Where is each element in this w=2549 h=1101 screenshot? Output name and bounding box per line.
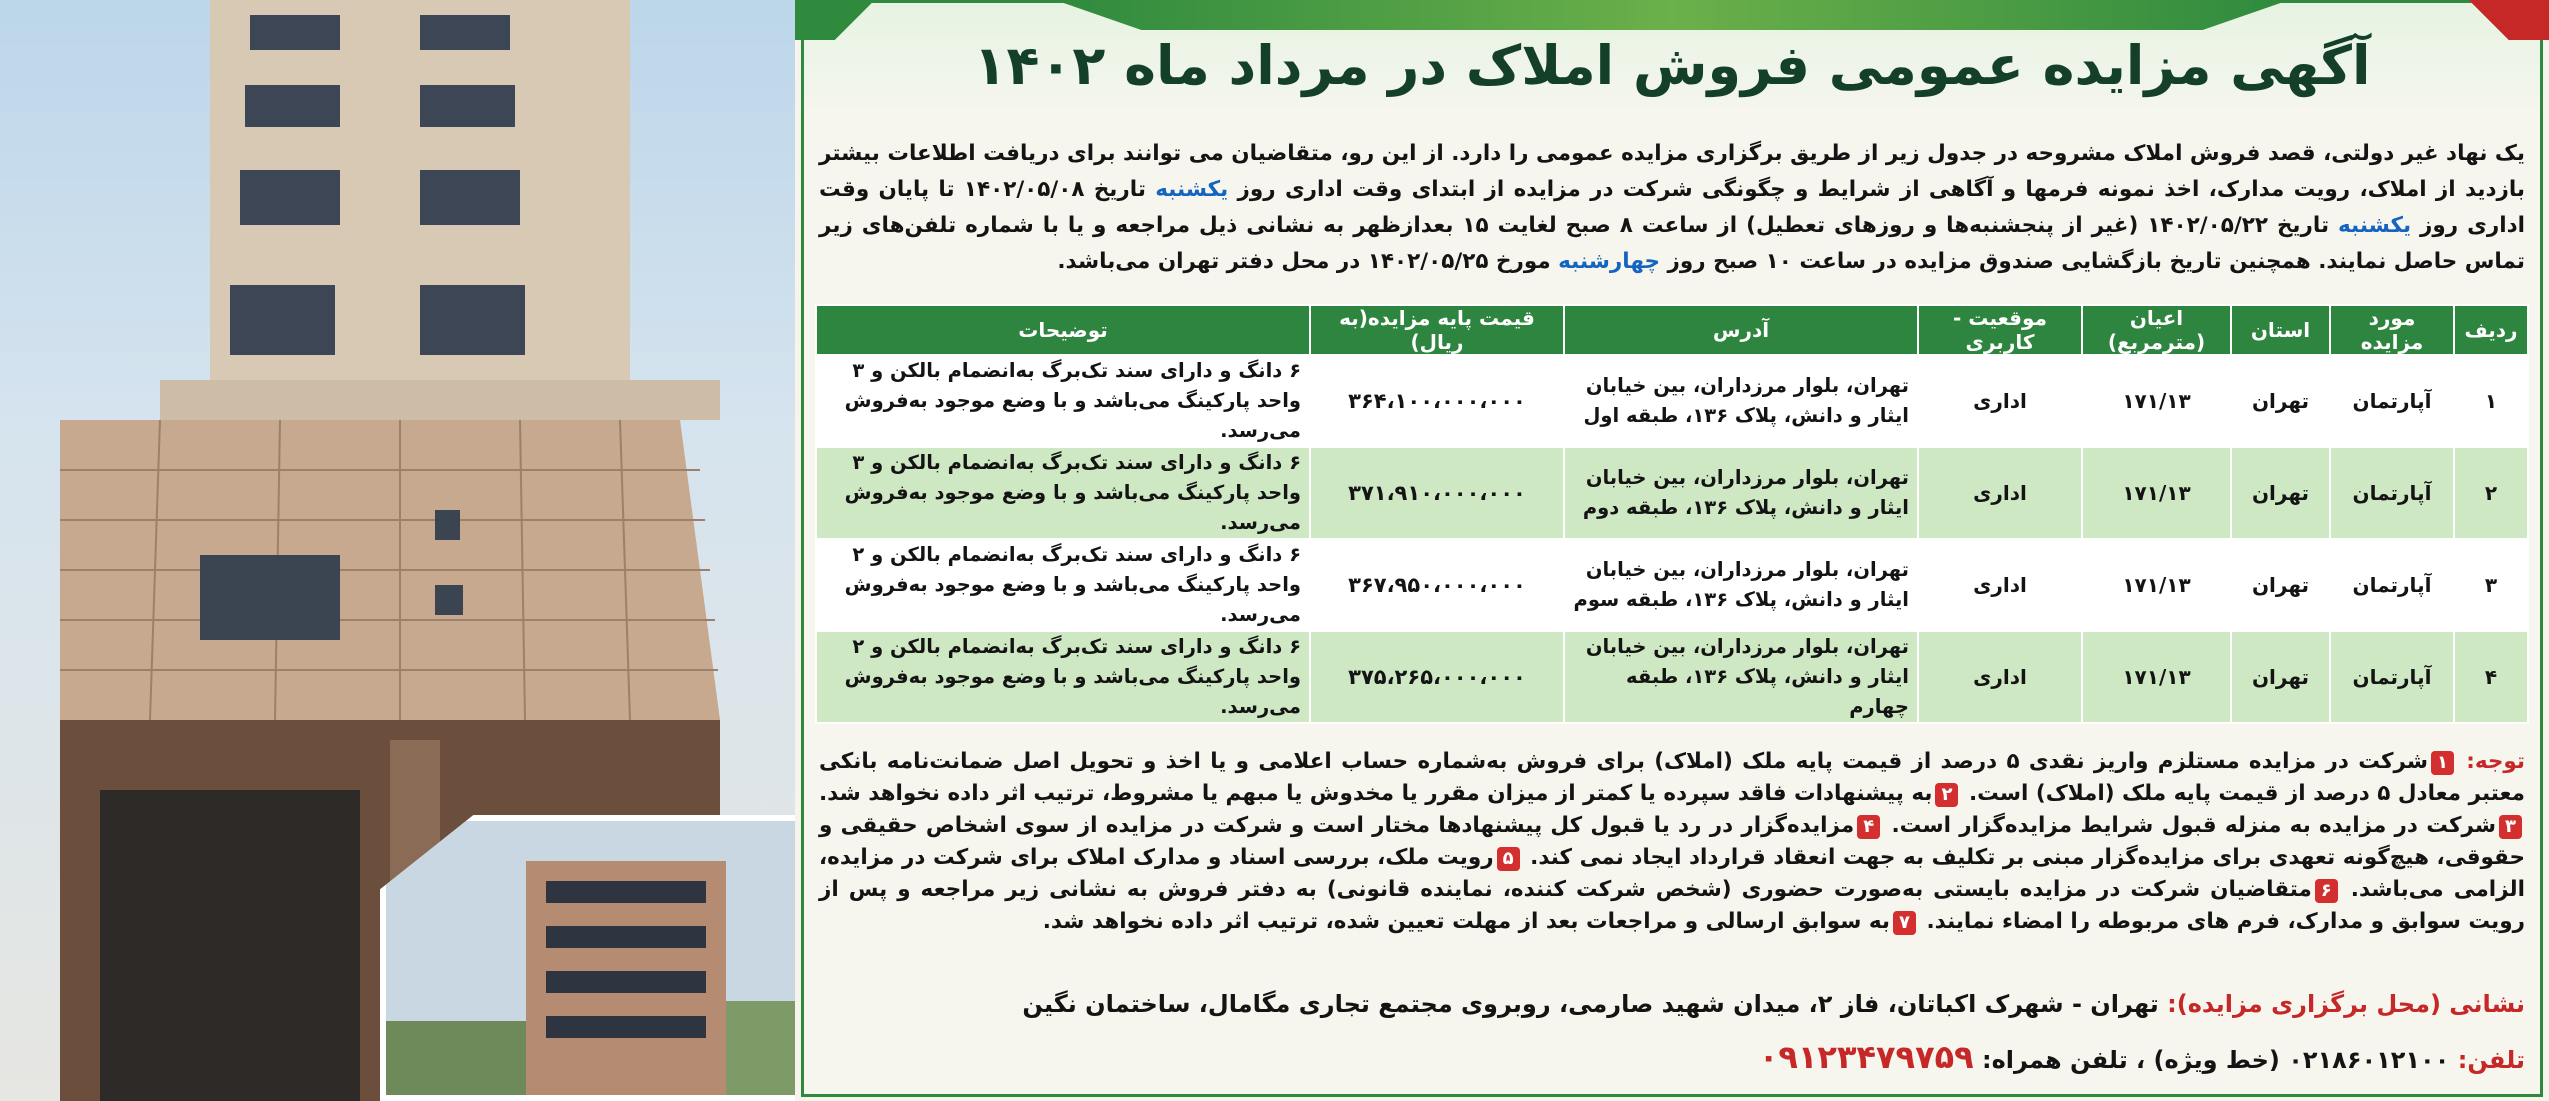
col-item: مورد مزایده	[2330, 305, 2454, 355]
note-text: متقاضیان شرکت در مزایده بایستی به‌صورت حضوری (شخص شرکت کننده، نماینده قانونی) به دفتر فروش به نشانی زیر مراجعه و پس از رویت سوابق و مدارک، فرم های مربوطه را امضاء نمایند.	[819, 877, 2525, 934]
note-text: شرکت در مزایده مستلزم واریز نقدی ۵ درصد از قیمت پایه ملک (املاک) برای فروش به‌شماره حساب اعلامی و یا اخذ و تحویل اصل ضمانت‌نامه بانکی معتبر معادل ۵ درصد از قیمت پایه ملک (املاک) است.	[819, 749, 2525, 806]
cell-price: ۳۶۴،۱۰۰،۰۰۰،۰۰۰	[1310, 355, 1564, 447]
auction-address	[819, 990, 2525, 1018]
cell-row-number: ۴	[2454, 631, 2528, 723]
building-photo	[0, 0, 795, 1101]
cell-address: تهران، بلوار مرزداران، بین خیابان ایثار و دانش، پلاک ۱۳۶، طبقه چهارم	[1564, 631, 1918, 723]
cell-usage: اداری	[1918, 355, 2082, 447]
intro-day-highlight: یکشنبه	[1155, 177, 1229, 202]
building-inset-photo	[380, 815, 795, 1101]
col-usage: موقعیت - کاربری	[1918, 305, 2082, 355]
note-text: به پیشنهادات فاقد سپرده یا کمتر از میزان مقرر یا مخدوش یا مبهم یا مشروط، ترتیب اثر داده نخواهد شد.	[819, 781, 1933, 806]
cell-area: ۱۷۱/۱۳	[2082, 539, 2231, 631]
cell-row-number: ۱	[2454, 355, 2528, 447]
address-label: نشانی (محل برگزاری مزایده):	[2167, 990, 2525, 1018]
ad-title: آگهی مزایده عمومی فروش املاک در مرداد ماه ۱۴۰۲	[973, 34, 2371, 97]
contact-phones	[819, 1038, 2525, 1076]
col-province: استان	[2231, 305, 2330, 355]
cell-address: تهران، بلوار مرزداران، بین خیابان ایثار و دانش، پلاک ۱۳۶، طبقه اول	[1564, 355, 1918, 447]
cell-province: تهران	[2231, 539, 2330, 631]
inset-illustration	[386, 821, 795, 1095]
col-area: اعیان (مترمربع)	[2082, 305, 2231, 355]
table-row	[816, 631, 2528, 723]
col-row-number: ردیف	[2454, 305, 2528, 355]
note-number-badge: ۲	[1935, 783, 1958, 807]
intro-text: تاریخ ۱۴۰۲/۰۵/۰۸ تا پایان وقت اداری روز	[819, 177, 2525, 238]
cell-area: ۱۷۱/۱۳	[2082, 631, 2231, 723]
cell-price: ۳۷۵،۲۶۵،۰۰۰،۰۰۰	[1310, 631, 1564, 723]
conditions-notes	[819, 746, 2525, 938]
intro-text: مورخ ۱۴۰۲/۰۵/۲۵ در محل دفتر تهران می‌باشد.	[1057, 249, 1551, 274]
note-number-badge: ۶	[2315, 879, 2338, 903]
cell-address: تهران، بلوار مرزداران، بین خیابان ایثار و دانش، پلاک ۱۳۶، طبقه سوم	[1564, 539, 1918, 631]
cell-item: آپارتمان	[2330, 447, 2454, 539]
cell-area: ۱۷۱/۱۳	[2082, 355, 2231, 447]
cell-description: ۶ دانگ و دارای سند تک‌برگ به‌انضمام بالکن و ۳ واحد پارکینگ می‌باشد و با وضع موجود به‌فروش می‌رسد.	[816, 447, 1310, 539]
col-address: آدرس	[1564, 305, 1918, 355]
auction-advertisement	[795, 0, 2549, 1101]
table-row	[816, 447, 2528, 539]
cell-item: آپارتمان	[2330, 631, 2454, 723]
note-number-badge: ۳	[2499, 815, 2522, 839]
cell-row-number: ۲	[2454, 447, 2528, 539]
table-row	[816, 539, 2528, 631]
intro-day-highlight: یکشنبه	[2338, 213, 2412, 238]
cell-description: ۶ دانگ و دارای سند تک‌برگ به‌انضمام بالکن و ۳ واحد پارکینگ می‌باشد و با وضع موجود به‌فروش می‌رسد.	[816, 355, 1310, 447]
notes-lead: توجه:	[2466, 749, 2525, 774]
properties-table	[815, 304, 2529, 724]
cell-description: ۶ دانگ و دارای سند تک‌برگ به‌انضمام بالکن و ۲ واحد پارکینگ می‌باشد و با وضع موجود به‌فروش می‌رسد.	[816, 539, 1310, 631]
cell-area: ۱۷۱/۱۳	[2082, 447, 2231, 539]
cell-address: تهران، بلوار مرزداران، بین خیابان ایثار و دانش، پلاک ۱۳۶، طبقه دوم	[1564, 447, 1918, 539]
cell-item: آپارتمان	[2330, 355, 2454, 447]
cell-item: آپارتمان	[2330, 539, 2454, 631]
note-text: رویت ملک، بررسی اسناد و مدارک املاک برای شرکت در مزایده، الزامی می‌باشد.	[819, 845, 2525, 902]
address-text: تهران - شهرک اکباتان، فاز ۲، میدان شهید صارمی، روبروی مجتمع تجاری مگامال، ساختمان نگین	[1022, 990, 2159, 1018]
col-base-price: قیمت پایه مزایده(به ریال)	[1310, 305, 1564, 355]
cell-row-number: ۳	[2454, 539, 2528, 631]
cell-usage: اداری	[1918, 539, 2082, 631]
cell-price: ۳۷۱،۹۱۰،۰۰۰،۰۰۰	[1310, 447, 1564, 539]
note-text: به سوابق ارسالی و مراجعات بعد از مهلت تعیین شده، ترتیب اثر داده نخواهد شد.	[1042, 909, 1890, 934]
note-text: مزایده‌گزار در رد یا قبول کل پیشنهادها مختار است و شرکت در مزایده از سوی اشخاص حقیقی و حقوقی، هیچ‌گونه تعهدی برای مزایده‌گزار مبنی بر تکلیف به جهت انعقاد قرارداد ایجاد نمی کند.	[819, 813, 2525, 870]
phone-mobile: ۰۹۱۲۳۴۷۹۷۵۹	[1758, 1038, 1974, 1076]
intro-day-highlight: چهارشنبه	[1558, 249, 1661, 274]
cell-province: تهران	[2231, 355, 2330, 447]
cell-province: تهران	[2231, 631, 2330, 723]
phone-landline: ۰۲۱۸۶۰۱۲۱۰۰ (خط ویژه)	[2153, 1046, 2450, 1074]
intro-text: یک نهاد غیر دولتی، قصد فروش املاک مشروحه در جدول زیر از طریق برگزاری مزایده عمومی را دارد. از این رو، متقاضیان می توانند برای دریافت اطلاعات بیشتر بازدید از املاک، رویت مدارک، اخذ نمونه فرمها و آگاهی از شرایط و چگونگی شرکت در مزایده از ابتدای وقت اداری روز	[818, 141, 2525, 202]
intro-text: تاریخ ۱۴۰۲/۰۵/۲۲ (غیر از پنجشنبه‌ها و روزهای تعطیل) از ساعت ۸ صبح لغایت ۱۵ بعدازظهر به نشانی ذیل مراجعه و یا با شماره تلفن‌های زیر تماس حاصل نمایند. همچنین تاریخ بازگشایی صندوق مزایده در ساعت ۱۰ صبح روز	[819, 213, 2525, 274]
cell-usage: اداری	[1918, 631, 2082, 723]
phone-label: تلفن:	[2457, 1046, 2525, 1074]
note-number-badge: ۵	[1497, 847, 1520, 871]
note-text: شرکت در مزایده به منزله قبول شرایط مزایده‌گزار است.	[1891, 813, 2496, 838]
intro-paragraph	[819, 136, 2525, 280]
note-number-badge: ۱	[2431, 751, 2454, 775]
top-ribbon	[1055, 0, 2289, 30]
cell-usage: اداری	[1918, 447, 2082, 539]
col-description: توضیحات	[816, 305, 1310, 355]
mobile-label: ، تلفن همراه:	[1982, 1046, 2146, 1074]
note-number-badge: ۴	[1857, 815, 1880, 839]
note-number-badge: ۷	[1893, 911, 1916, 935]
cell-province: تهران	[2231, 447, 2330, 539]
cell-description: ۶ دانگ و دارای سند تک‌برگ به‌انضمام بالکن و ۲ واحد پارکینگ می‌باشد و با وضع موجود به‌فروش می‌رسد.	[816, 631, 1310, 723]
table-row	[816, 355, 2528, 447]
table-header-row	[816, 305, 2528, 355]
cell-price: ۳۶۷،۹۵۰،۰۰۰،۰۰۰	[1310, 539, 1564, 631]
